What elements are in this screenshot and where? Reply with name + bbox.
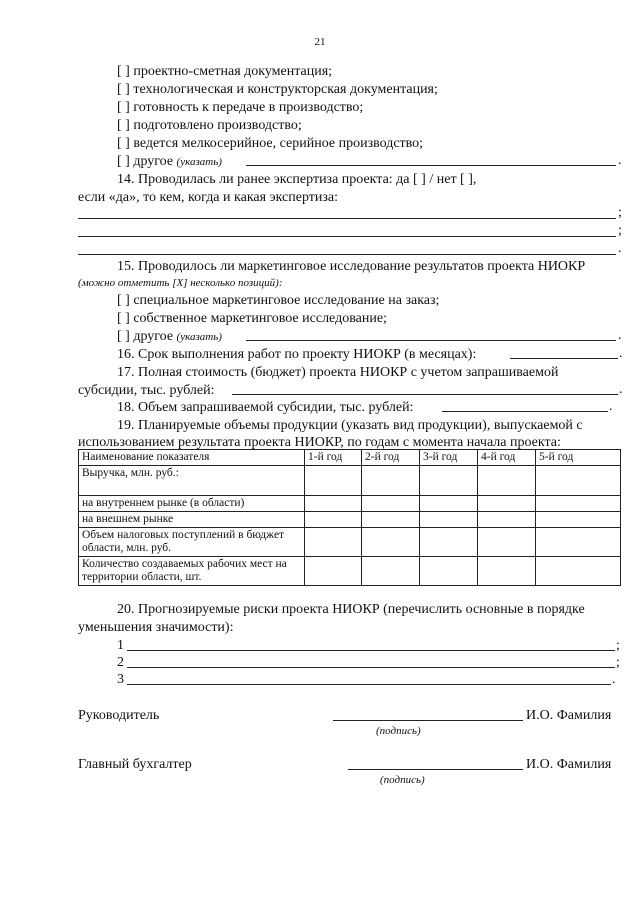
q15-option-other-hint: (указать) <box>176 331 222 343</box>
page-number: 21 <box>314 36 326 48</box>
table-header-year-2: 2-й год <box>362 450 420 466</box>
option-own-marketing[interactable]: [ ] собственное маркетинговое исследование; <box>117 311 387 326</box>
signature-name-accountant: И.О. Фамилия <box>526 757 612 772</box>
table-cell[interactable] <box>478 496 536 512</box>
table-cell[interactable] <box>362 512 420 528</box>
row-label-jobs: Количество создаваемых рабочих мест на территории области, шт. <box>79 557 305 586</box>
table-row <box>79 528 621 557</box>
table-cell[interactable] <box>420 496 478 512</box>
q14-answer-line-1[interactable] <box>78 218 616 219</box>
signature-role-head: Руководитель <box>78 708 160 723</box>
table-header-year-1: 1-й год <box>305 450 362 466</box>
table-cell[interactable] <box>478 528 536 557</box>
table-cell[interactable] <box>536 466 621 496</box>
risk-item-number-3: 3 <box>117 672 124 687</box>
q17-question-line2: субсидии, тыс. рублей: <box>78 383 215 398</box>
table-cell[interactable] <box>362 557 420 586</box>
risk-item-number-1: 1 <box>117 638 124 653</box>
signature-line-head[interactable] <box>333 720 523 721</box>
q18-question: 18. Объем запрашиваемой субсидии, тыс. рублей: <box>117 400 414 415</box>
option-other-hint: (указать) <box>176 156 222 168</box>
table-header-year-4: 4-й год <box>478 450 536 466</box>
q20-question-line2: уменьшения значимости): <box>78 620 234 635</box>
q15-other-input-line[interactable] <box>246 340 616 341</box>
table-cell[interactable] <box>305 496 362 512</box>
q14-subquestion: если «да», то кем, когда и какая экспертиза: <box>78 190 339 205</box>
table-cell[interactable] <box>420 557 478 586</box>
table-cell[interactable] <box>305 512 362 528</box>
q15-option-other-label: [ ] другое <box>117 329 174 344</box>
risk-item-number-2: 2 <box>117 655 124 670</box>
option-tech-docs[interactable]: [ ] технологическая и конструкторская документация; <box>117 82 438 97</box>
option-production-prepared[interactable]: [ ] подготовлено производство; <box>117 118 302 133</box>
production-volume-table <box>78 449 621 586</box>
q17-input-line[interactable] <box>232 394 618 395</box>
risk-input-line-1[interactable] <box>127 650 615 651</box>
table-cell[interactable] <box>362 528 420 557</box>
table-cell[interactable] <box>536 557 621 586</box>
table-cell[interactable] <box>305 557 362 586</box>
q19-question-line1: 19. Планируемые объемы продукции (указать вид продукции), выпускаемой с <box>117 418 583 433</box>
signature-role-accountant: Главный бухгалтер <box>78 757 192 772</box>
q14-answer-line-2[interactable] <box>78 236 616 237</box>
q18-input-line[interactable] <box>442 411 608 412</box>
signature-hint-accountant: (подпись) <box>380 774 425 786</box>
q20-question-line1: 20. Прогнозируемые риски проекта НИОКР (перечислить основные в порядке <box>117 602 585 617</box>
table-row <box>79 557 621 586</box>
row-label-foreign-market: на внешнем рынке <box>79 512 305 528</box>
row-label-revenue: Выручка, млн. руб.: <box>79 466 305 496</box>
risk-input-line-3[interactable] <box>127 684 611 685</box>
q15-option-other[interactable] <box>117 328 222 346</box>
table-cell[interactable] <box>305 528 362 557</box>
row-label-tax-revenue: Объем налоговых поступлений в бюджет области, млн. руб. <box>79 528 305 557</box>
option-design-docs[interactable]: [ ] проектно-сметная документация; <box>117 64 333 79</box>
q14-answer-line-3[interactable] <box>78 254 616 255</box>
q15-question: 15. Проводилось ли маркетинговое исследование результатов проекта НИОКР <box>117 259 586 274</box>
option-other-label: [ ] другое <box>117 154 174 169</box>
signature-name-head: И.О. Фамилия <box>526 708 612 723</box>
q16-input-line[interactable] <box>510 358 618 359</box>
table-cell[interactable] <box>420 528 478 557</box>
table-header-year-5: 5-й год <box>536 450 621 466</box>
signature-hint-head: (подпись) <box>376 725 421 737</box>
option-other[interactable] <box>117 153 222 171</box>
row-label-domestic-market: на внутреннем рынке (в области) <box>79 496 305 512</box>
table-cell[interactable] <box>536 512 621 528</box>
table-cell[interactable] <box>478 466 536 496</box>
table-header-year-3: 3-й год <box>420 450 478 466</box>
table-row <box>79 496 621 512</box>
table-cell[interactable] <box>420 466 478 496</box>
table-header-row <box>79 450 621 466</box>
q15-hint: (можно отметить [X] несколько позиций): <box>78 277 283 289</box>
option-ready-transfer[interactable]: [ ] готовность к передаче в производство; <box>117 100 364 115</box>
option-serial-production[interactable]: [ ] ведется мелкосерийное, серийное производство; <box>117 136 424 151</box>
table-cell[interactable] <box>536 496 621 512</box>
table-row <box>79 512 621 528</box>
q19-question-line2: использованием результата проекта НИОКР, по годам с момента начала проекта: <box>78 435 561 450</box>
option-special-marketing[interactable]: [ ] специальное маркетинговое исследование на заказ; <box>117 293 440 308</box>
table-cell[interactable] <box>305 466 362 496</box>
table-cell[interactable] <box>362 496 420 512</box>
risk-input-line-2[interactable] <box>127 667 615 668</box>
signature-line-accountant[interactable] <box>348 769 523 770</box>
table-cell[interactable] <box>536 528 621 557</box>
table-header-indicator: Наименование показателя <box>79 450 305 466</box>
table-cell[interactable] <box>420 512 478 528</box>
other-input-line[interactable] <box>246 165 616 166</box>
q14-question: 14. Проводилась ли ранее экспертиза проекта: да [ ] / нет [ ], <box>117 172 477 187</box>
table-cell[interactable] <box>478 557 536 586</box>
q16-question: 16. Срок выполнения работ по проекту НИОКР (в месяцах): <box>117 347 477 362</box>
table-row <box>79 466 621 496</box>
q17-question-line1: 17. Полная стоимость (бюджет) проекта НИОКР с учетом запрашиваемой <box>117 365 559 380</box>
table-cell[interactable] <box>362 466 420 496</box>
table-cell[interactable] <box>478 512 536 528</box>
